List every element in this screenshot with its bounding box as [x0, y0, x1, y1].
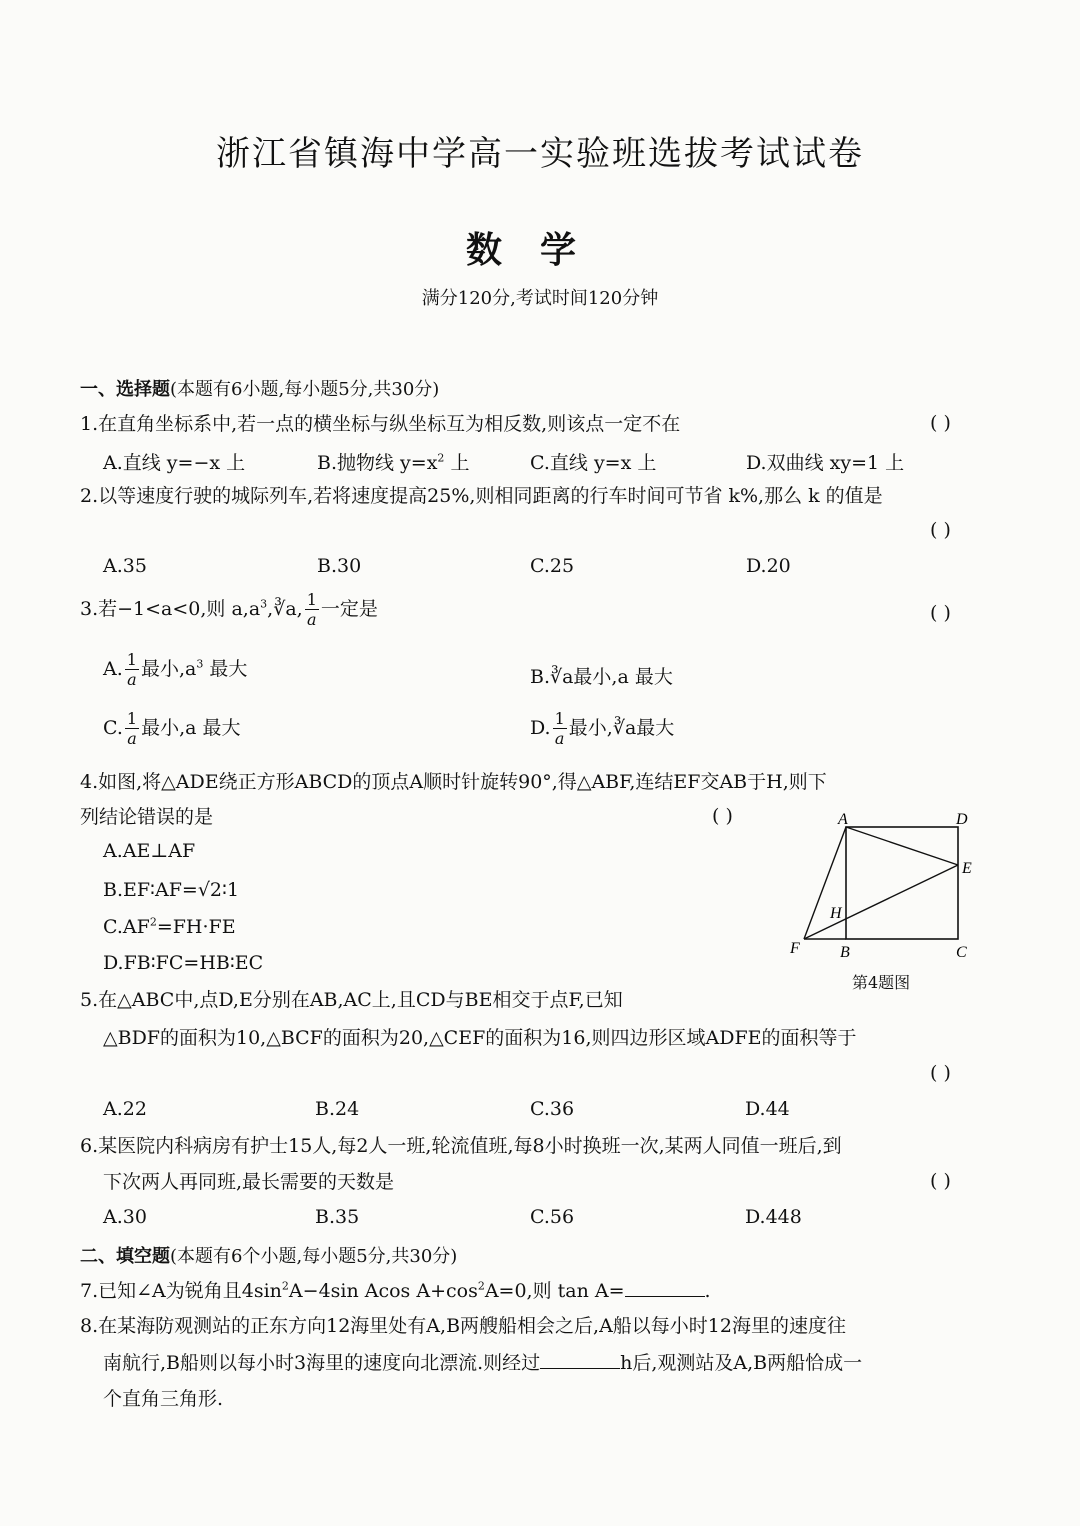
q8-text-tail: h后,观测站及A,B两船恰成一: [620, 1352, 863, 1374]
q4-option-d: D.FB∶FC=HB∶EC: [103, 952, 264, 974]
question-5-stem-line1: 5.在△ABC中,点D,E分别在AB,AC上,且CD与BE相交于点F,已知: [80, 989, 623, 1011]
q5-option-a: A.22: [103, 1098, 147, 1120]
question-8-line1: 8.在某海防观测站的正东方向12海里处有A,B两艘船相会之后,A船以每小时12海里的速度往: [80, 1315, 846, 1337]
option-text: 最小,a 最大: [141, 717, 241, 739]
q5-option-d: D.44: [745, 1098, 790, 1120]
q6-option-a: A.30: [103, 1206, 147, 1228]
q5-option-c: C.36: [530, 1098, 575, 1120]
answer-blank-7[interactable]: [625, 1278, 705, 1297]
q4-option-c-tail: =FH·FE: [156, 916, 236, 938]
question-8-line3: 个直角三角形.: [103, 1388, 224, 1410]
q1-option-d: D.双曲线 xy=1 上: [746, 452, 905, 474]
answer-bracket-2: ( ): [930, 519, 951, 541]
answer-bracket-3: ( ): [930, 602, 951, 624]
answer-bracket-5: ( ): [930, 1062, 951, 1084]
q1-option-b: [317, 448, 469, 475]
q7-text-mid: A−4sin Acos A+cos: [288, 1280, 478, 1302]
fraction-denominator: a: [127, 729, 137, 748]
q8-text: 南航行,B船则以每小时3海里的速度向北漂流.则经过: [103, 1352, 541, 1374]
question-5-stem-line2: △BDF的面积为10,△BCF的面积为20,△CEF的面积为16,则四边形区域ADFE的面积等于: [103, 1027, 857, 1049]
q4-option-b: B.EF∶AF=√2∶1: [103, 879, 240, 901]
question-6-stem-line1: 6.某医院内科病房有护士15人,每2人一班,轮流值班,每8小时换班一次,某两人同值一班后,到: [80, 1135, 842, 1157]
label-b: B: [840, 944, 850, 961]
question-6-stem-line2: 下次两人再同班,最长需要的天数是: [103, 1171, 395, 1193]
q1-option-b-tail: 上: [444, 452, 470, 474]
q4-option-a: A.AE⊥AF: [103, 840, 196, 862]
q4-geometry-figure: [780, 805, 1000, 970]
label-h: H: [830, 905, 842, 922]
option-letter: D.: [530, 717, 551, 739]
exam-info: 满分120分,考试时间120分钟: [421, 288, 659, 309]
option-text-tail: 最大: [203, 658, 248, 680]
question-8-line2: [103, 1350, 862, 1375]
q3-stem-mid: ,∛a,: [267, 598, 303, 620]
q4-option-c: [103, 916, 236, 938]
label-a: A: [838, 811, 848, 828]
section-note: (本题有6小题,每小题5分,共30分): [170, 379, 440, 400]
segment-ae: [846, 827, 958, 865]
q3-option-b: B.∛a最小,a 最大: [530, 666, 673, 688]
answer-bracket-6: ( ): [930, 1170, 951, 1192]
exponent: 2: [437, 451, 445, 465]
fraction-numerator: 1: [126, 650, 137, 669]
fraction-denominator: a: [127, 670, 137, 689]
question-1-stem: 1.在直角坐标系中,若一点的横坐标与纵坐标互为相反数,则该点一定不在: [80, 413, 681, 435]
q4-option-c-text: C.AF: [103, 916, 150, 938]
fraction: [125, 652, 139, 688]
question-4-stem-line1: 4.如图,将△ADE绕正方形ABCD的顶点A顺时针旋转90°,得△ABF,连结EF交AB于H,则下: [80, 771, 827, 793]
q3-stem-tail: 一定是: [320, 598, 378, 620]
exponent: 3: [260, 597, 268, 611]
section-heading-choice: [80, 375, 439, 401]
fraction-numerator: 1: [306, 590, 317, 609]
section-title: 二、填空题: [80, 1246, 170, 1267]
question-4-stem-line2: 列结论错误的是: [80, 806, 214, 828]
q6-option-d: D.448: [745, 1206, 802, 1228]
label-d: D: [956, 811, 968, 828]
question-3-stem: [80, 592, 378, 628]
section-note: (本题有6个小题,每小题5分,共30分): [170, 1246, 458, 1267]
q3-option-c: [103, 711, 241, 747]
question-7: [80, 1278, 711, 1303]
answer-blank-8[interactable]: [540, 1350, 620, 1369]
fraction-denominator: a: [554, 729, 565, 748]
exponent: 3: [196, 657, 204, 671]
option-text: 最小,a: [140, 658, 197, 680]
q7-text: 7.已知∠A为锐角且4sin: [80, 1280, 282, 1302]
section-title: 一、选择题: [80, 379, 170, 400]
q6-option-c: C.56: [530, 1206, 575, 1228]
square-abcd: [846, 827, 958, 939]
q6-option-b: B.35: [315, 1206, 360, 1228]
q3-option-a: [103, 652, 247, 688]
q2-option-b: B.30: [317, 555, 362, 577]
q2-option-a: A.35: [103, 555, 147, 577]
label-f: F: [790, 940, 800, 957]
q2-option-c: C.25: [530, 555, 575, 577]
q1-option-a: A.直线 y=−x 上: [103, 452, 246, 474]
section-heading-fill: [80, 1242, 457, 1268]
figure-caption: 第4题图: [852, 973, 911, 992]
q1-option-c: C.直线 y=x 上: [530, 452, 657, 474]
exponent: 2: [281, 1279, 289, 1293]
subject-title: 数学: [465, 229, 614, 271]
label-e: E: [962, 860, 972, 877]
q7-text-tail: A=0,则 tan A=: [484, 1280, 625, 1302]
label-c: C: [956, 944, 967, 961]
fraction-numerator: 1: [126, 709, 138, 728]
option-letter: A.: [103, 658, 123, 680]
q5-option-b: B.24: [315, 1098, 360, 1120]
answer-bracket-4: ( ): [712, 805, 733, 827]
q3-option-d: [530, 711, 674, 747]
fraction: [305, 592, 319, 628]
exam-title: 浙江省镇海中学高一实验班选拔考试试卷: [216, 134, 864, 174]
q7-period: .: [704, 1280, 711, 1302]
answer-bracket-1: ( ): [930, 412, 951, 434]
q1-option-b-text: B.抛物线 y=x: [317, 452, 438, 474]
exponent: 2: [477, 1279, 485, 1293]
fraction-numerator: 1: [554, 709, 565, 728]
option-letter: C.: [103, 717, 123, 739]
option-text: 最小,∛a最大: [568, 717, 675, 739]
fraction: [125, 711, 139, 747]
exponent: 2: [149, 915, 157, 929]
q3-stem-text: 3.若−1<a<0,则 a,a: [80, 598, 261, 620]
fraction: [553, 711, 567, 747]
fraction-denominator: a: [307, 610, 317, 629]
question-2-stem: 2.以等速度行驶的城际列车,若将速度提高25%,则相同距离的行车时间可节省 k%,那么 k 的值是: [80, 485, 883, 507]
q2-option-d: D.20: [746, 555, 791, 577]
